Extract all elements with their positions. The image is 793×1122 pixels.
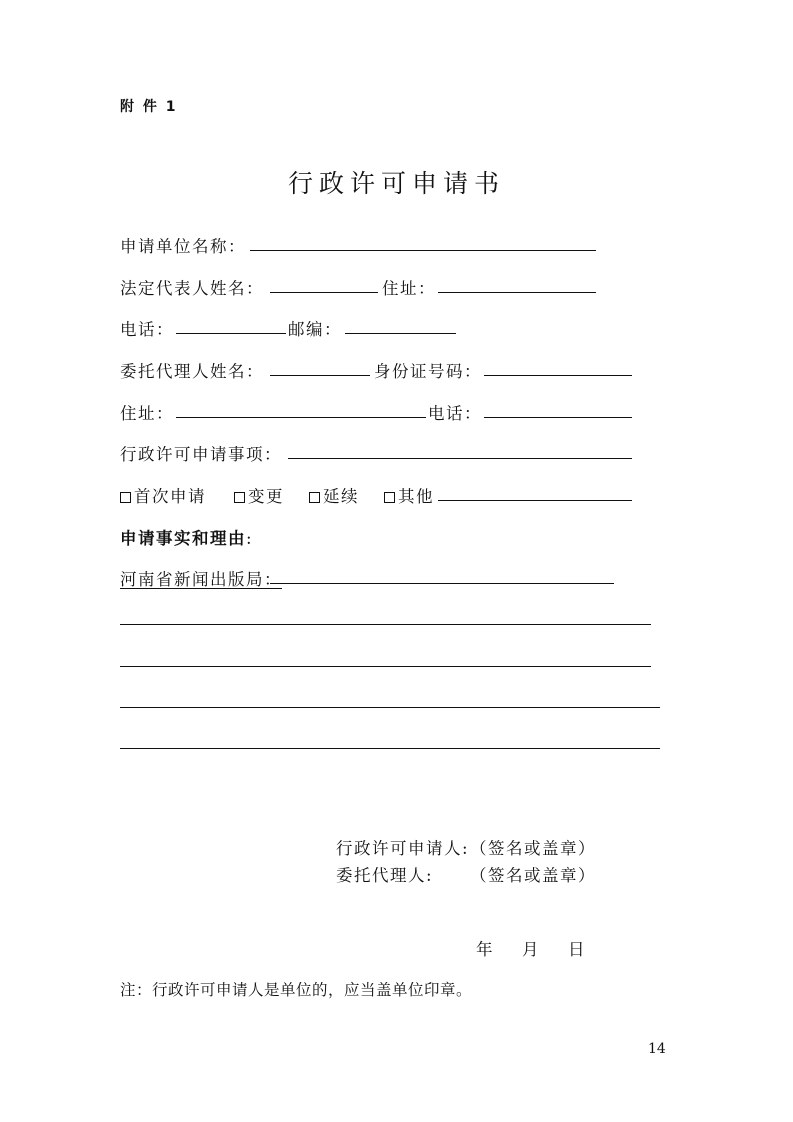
legal-rep-label: 法定代表人姓名： <box>120 279 264 298</box>
id-number-field[interactable] <box>484 375 632 376</box>
agent-sign-note: （签名或盖章） <box>470 866 596 885</box>
phone-field[interactable] <box>176 333 286 334</box>
applicant-signature-label: 行政许可申请人: <box>336 839 470 858</box>
option-first-label: 首次申请 <box>134 487 206 506</box>
recipient-label: 河南省新闻出版局： <box>120 570 282 589</box>
agent-address-field[interactable] <box>176 417 426 418</box>
applicant-sign-note: （签名或盖章） <box>470 839 596 858</box>
phone-label: 电话： <box>120 320 174 339</box>
agent-name-field[interactable] <box>270 375 370 376</box>
checkbox-icon[interactable] <box>309 492 320 503</box>
reason-line-1[interactable] <box>120 624 651 625</box>
option-extend-label: 延续 <box>323 487 359 506</box>
reasons-label: 申请事实和理由 <box>120 529 246 548</box>
id-number-label: 身份证号码： <box>374 362 482 381</box>
checkbox-icon[interactable] <box>120 492 131 503</box>
recipient-line[interactable] <box>270 583 614 584</box>
checkbox-icon[interactable] <box>384 492 395 503</box>
postcode-field[interactable] <box>345 333 456 334</box>
reasons-heading <box>120 525 253 549</box>
postcode-label: 邮编： <box>288 320 342 339</box>
agent-phone-field[interactable] <box>484 417 632 418</box>
option-other-label: 其他 <box>398 487 434 506</box>
matter-field[interactable] <box>288 458 632 459</box>
agent-address-label: 住址： <box>120 404 174 423</box>
attachment-label: 附 件 1 <box>120 99 178 115</box>
footnote: 注：行政许可申请人是单位的，应当盖单位印章。 <box>120 981 473 999</box>
reason-line-3[interactable] <box>120 707 660 708</box>
unit-name-field[interactable] <box>250 250 596 251</box>
reasons-colon: : <box>246 529 254 548</box>
option-change-label: 变更 <box>248 487 284 506</box>
option-other[interactable] <box>384 483 434 507</box>
date-month: 月 <box>522 940 540 959</box>
legal-rep-field[interactable] <box>270 292 378 293</box>
agent-signature-label: 委托代理人: <box>336 866 434 885</box>
date-day: 日 <box>568 940 586 959</box>
agent-name-label: 委托代理人姓名： <box>120 362 264 381</box>
option-change[interactable] <box>234 483 284 507</box>
page-number: 14 <box>648 1041 666 1057</box>
date-year: 年 <box>476 940 494 959</box>
option-first-application[interactable] <box>120 483 206 507</box>
matter-label: 行政许可申请事项： <box>120 445 282 464</box>
agent-phone-label: 电话： <box>428 404 482 423</box>
checkbox-icon[interactable] <box>234 492 245 503</box>
option-extend[interactable] <box>309 483 359 507</box>
unit-name-label: 申请单位名称： <box>120 237 246 256</box>
address-label: 住址： <box>382 279 436 298</box>
reason-line-4[interactable] <box>120 748 660 749</box>
other-field[interactable] <box>438 500 632 501</box>
form-title: 行政许可申请书 <box>287 169 505 198</box>
reason-line-2[interactable] <box>120 666 651 667</box>
address-field[interactable] <box>438 292 596 293</box>
